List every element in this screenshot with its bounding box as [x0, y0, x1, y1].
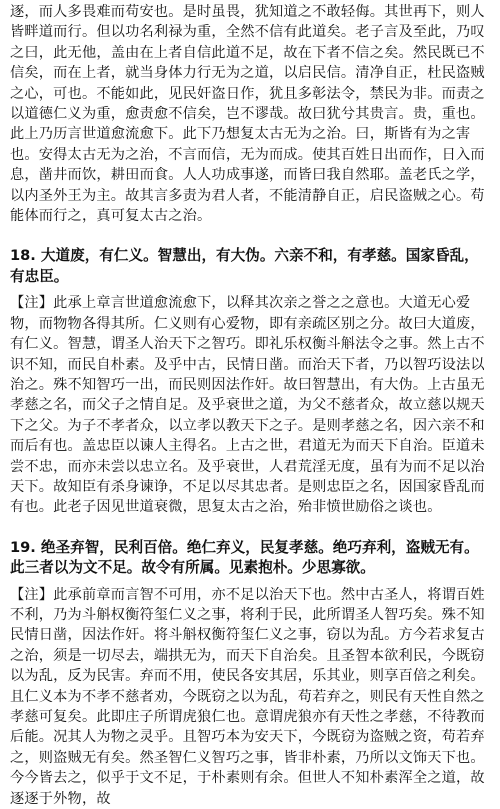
section-18-body: 【注】此承上章言世道愈流愈下，以释其次亲之誉之之意也。大道无心爱物，而物物各得其所。仁义则有心爱物，即有亲疏区别之分。故曰大道废，有仁义。智慧，谓圣人治天下之智巧。即礼乐权衡斗斛法令之事。然上古不识不知，而民自朴素。及乎中古，民情日凿。而治天下者，乃以智巧设法以治之。殊不知智巧一出，而民则因法作奸。故曰智慧出，有大伪。上古虽无孝慈之名，而父子之情自足。及乎衰世之道，为父不慈者众，故立慈以规天下之父。为子不孝者众，以立孝以教天下之子。是则孝慈之名，因六亲不和而后有也。盖忠臣以谏人主得名。上古之世，君道无为而天下自治。臣道未尝不忠，而亦未尝以忠立名。及乎衰世，人君荒淫无度，虽有为而不足以治天下。故知臣有杀身谏诤，不足以尽其忠者。是则忠臣之名，因国家昏乱而有也。此老子因见世道衰微，思复太古之治，殆非愤世励俗之谈也。 — [10, 295, 485, 516]
section-gap — [10, 226, 488, 236]
section-18-heading: 18. 大道废，有仁义。智慧出，有大伪。六亲不和，有孝慈。国家昏乱，有忠臣。 — [10, 247, 479, 285]
section-19-heading: 19. 绝圣弃智，民利百倍。绝仁弃义，民复孝慈。绝巧弃利，盗贼无有。此三者以为文不足。故令有所属。见素抱朴。少思寡欲。 — [10, 538, 479, 577]
section-gap — [10, 518, 488, 528]
section-19-body: 【注】此承前章而言智不可用，亦不足以治天下也。然中古圣人，将谓百姓不利，乃为斗斛权衡符玺仁义之事，将利于民，此所谓圣人智巧矣。殊不知民情日凿，因法作奸。将斗斛权衡符玺仁义之事，窃以为乱。方今若求复古之治，须是一切尽去，端拱无为，而天下自治矣。且圣智本欲利民，今既窃以为乱，反为民害。弃而不用，使民各安其居，乐其业，则享百倍之利矣。且仁义本为不孝不慈者劝，今既窃之以为乱，苟若弃之，则民有天性自然之孝慈可复矣。此即庄子所谓虎狼仁也。意谓虎狼亦有天性之孝慈，不待教而后能。况其人为物之灵乎。且智巧本为安天下，今既窃为盗贼之资，苟若弃之，则盗贼无有矣。然圣智仁义智巧之事，皆非朴素，乃所以文饰天下也。今今皆去之，似乎于文不足，于朴素则有余。但世人不知朴素浑全之道，故逐逐于外物，故 — [10, 586, 485, 807]
section-17-tail-text: 逐，而人多畏难而苟安也。是时虽畏，犹知道之不敢轻侮。其世再下，则人皆畔道而行。但以功名利禄为重，全然不信有此道矣。老子言及至此，乃叹之曰，此无他，盖由在上者自信此道不足，故在下者不信之矣。然民既已不信矣，而在上者，就当身体力行无为之道，以启民信。清净自正，杜民盗贼之心，可也。不能如此，见民奸盗日作，犹且多彰法令，禁民为非。而责之以道德仁义为重，愈责愈不信矣，岂不谬哉。故曰犹兮其贵言。贵，重也。此上乃历言世道愈流愈下。此下乃想复太古无为之治。曰，斯皆有为之害也。安得太古无为之治，不言而信，无为而成。使其百姓日出而作，日入而息，凿井而饮，耕田而食。人人功成事遂，而皆曰我自然耶。盖老氏之学，以内圣外王为主。故其言多责为君人者，不能清静自正，启民盗贼之心。苟能体而行之，真可复太古之治。 — [10, 4, 485, 225]
